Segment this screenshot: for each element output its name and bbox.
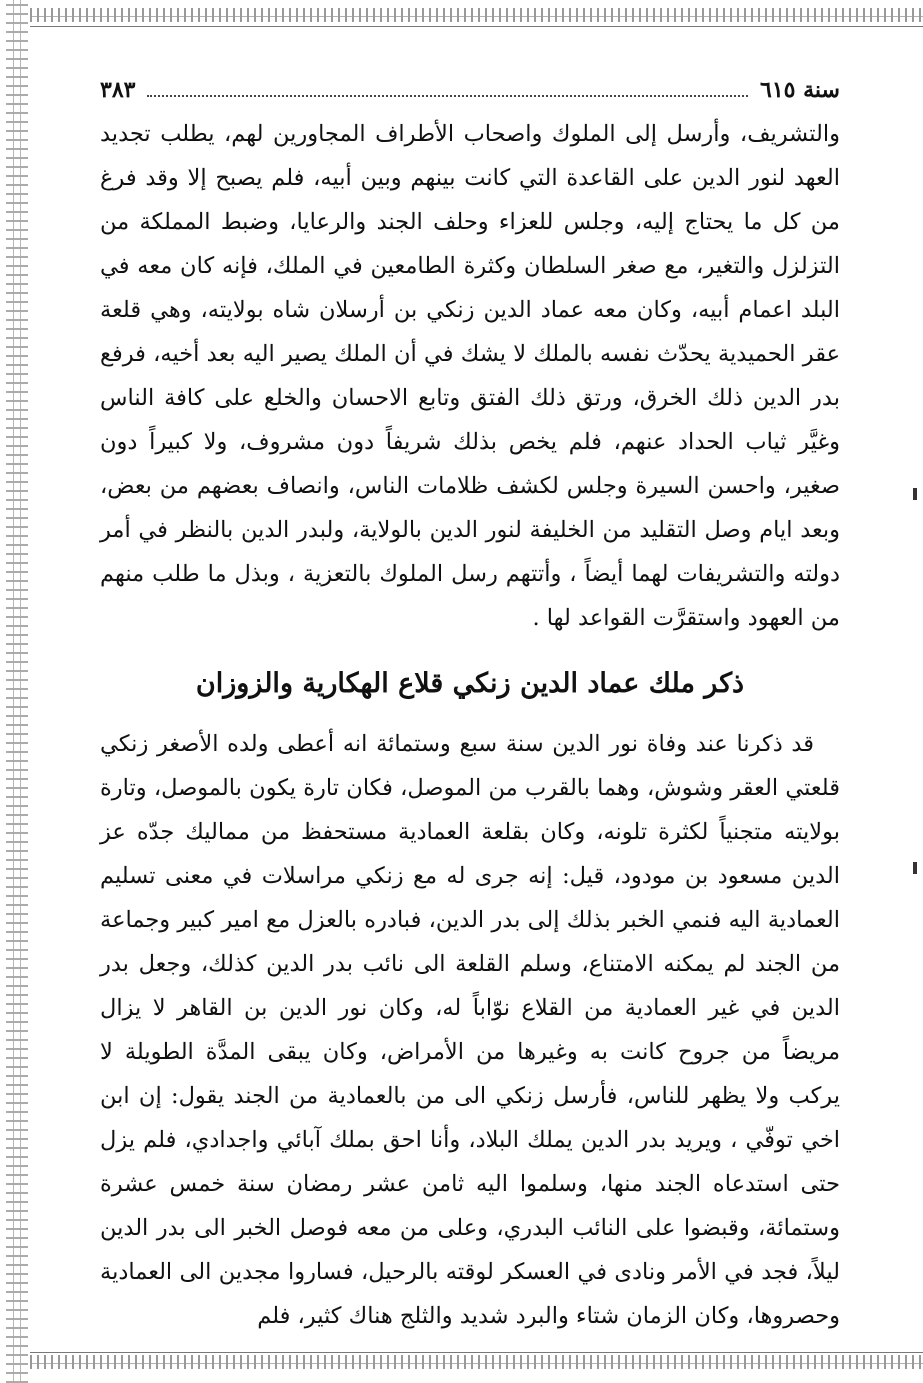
section-heading: ذكر ملك عماد الدين زنكي قلاع الهكارية والزوزان	[195, 668, 745, 699]
page-body	[100, 72, 840, 1338]
border-ornament-top	[30, 8, 923, 22]
running-head-leader-dots	[147, 95, 748, 97]
border-ornament-left	[6, 0, 28, 1383]
scan-mark	[913, 862, 917, 874]
border-rule-bottom	[30, 1352, 923, 1353]
running-head	[100, 72, 840, 108]
border-ornament-bottom	[30, 1355, 923, 1369]
page-number: ٣٨٣	[100, 77, 136, 103]
scan-mark	[913, 488, 917, 500]
running-head-year: سنة ٦١٥	[760, 77, 840, 103]
border-rule-top	[30, 26, 923, 27]
paragraph-continued: والتشريف، وأرسل إلى الملوك واصحاب الأطراف المجاورين لهم، يطلب تجديد العهد لنور الدين على القاعدة التي كانت بينهم وبين أبيه، فلم يصبح إلا وقد فرغ من كل ما يحتاج إليه، وجلس للعزاء وحلف الجند والرعايا، وضبط المملكة من التزلزل والتغير، مع صغر السلطان وكثرة الطامعين في الملك، فإنه كان معه في البلد اعمام أبيه، وكان معه عماد الدين زنكي بن أرسلان شاه بولايته، وهي قلعة عقر الحميدية يحدّث نفسه بالملك لا يشك في أن الملك يصير اليه بعد أخيه، فرفع بدر الدين ذلك الخرق، ورتق ذلك الفتق وتابع الاحسان والخلع على كافة الناس وغيَّر ثياب الحداد عنهم، فلم يخص بذلك شريفاً دون مشروف، ولا كبيراً دون صغير، واحسن السيرة وجلس لكشف ظلامات الناس، وانصاف بعضهم من بعض، وبعد ايام وصل التقليد من الخليفة لنور الدين بالولاية، ولبدر الدين بالنظر في أمر دولته والتشريفات لهما أيضاً ، وأتتهم رسل الملوك بالتعزية ، وبذل ما طلب منهم من العهود واستقرَّت القواعد لها .	[100, 121, 840, 631]
paragraph-section-body: قد ذكرنا عند وفاة نور الدين سنة سبع وستمائة انه أعطى ولده الأصغر زنكي قلعتي العقر وشوش، وهما بالقرب من الموصل، فكان تارة يكون بالموصل، وتارة بولايته متجنياً لكثرة تلونه، وكان بقلعة العمادية مستحفظ من مماليك جدّه عز الدين مسعود بن مودود، قيل: إنه جرى له مع زنكي مراسلات في معنى تسليم العمادية اليه فنمي الخبر بذلك إلى بدر الدين، فبادره بالعزل مع امير كبير وجماعة من الجند لم يمكنه الامتناع، وسلم القلعة الى نائب بدر الدين كذلك، وجعل بدر الدين في غير العمادية من القلاع نوّاباً له، وكان نور الدين بن القاهر لا يزال مريضاً من جروح كانت به وغيرها من الأمراض، وكان يبقى المدَّة الطويلة لا يركب ولا يظهر للناس، فأرسل زنكي الى من بالعمادية من الجند يقول: إن ابن اخي توفّي ، ويريد بدر الدين يملك البلاد، وأنا احق بملك آبائي واجدادي، فلم يزل حتى استدعاه الجند منها، وسلموا اليه ثامن عشر رمضان سنة خمس عشرة وستمائة، وقبضوا على النائب البدري، وعلى من معه فوصل الخبر الى بدر الدين ليلاً، فجد في الأمر ونادى في العسكر لوقته بالرحيل، فساروا مجدين الى العمادية وحصروها، وكان الزمان شتاء والبرد شديد والثلج هناك كثير، فلم	[100, 731, 840, 1329]
